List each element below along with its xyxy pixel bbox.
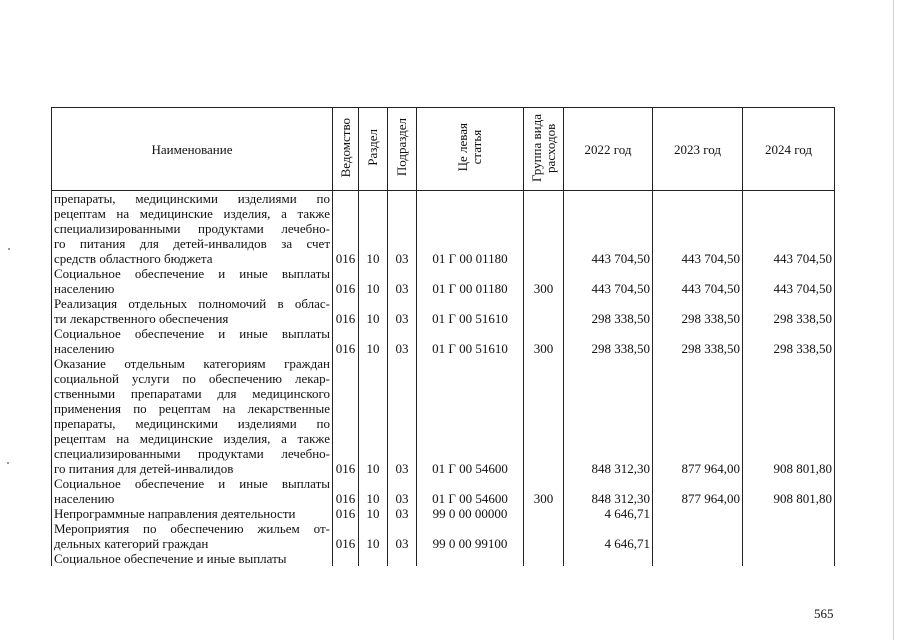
cell-celevaya-statya-value: 01 Г 00 01180 [432, 281, 508, 296]
cell-vedomstvo [333, 551, 359, 566]
cell-year-2024 [743, 191, 835, 267]
row-name [52, 296, 333, 326]
row-name [52, 266, 333, 296]
page-number: 565 [814, 606, 834, 621]
cell-year-2023-value: 877 964,00 [681, 461, 740, 476]
table-row [52, 356, 835, 476]
cell-celevaya-statya-value: 01 Г 00 51610 [432, 341, 508, 356]
table-row [52, 326, 835, 356]
cell-celevaya-statya-value: 99 0 00 99100 [432, 536, 508, 551]
cell-year-2024-value: 298 338,50 [773, 311, 832, 326]
cell-year-2022 [564, 551, 653, 566]
cell-year-2022-value: 848 312,30 [591, 461, 650, 476]
cell-year-2022 [564, 521, 653, 551]
header-celevaya-statya: Це левая статья [417, 108, 524, 191]
cell-year-2023 [653, 476, 743, 506]
cell-podrazdel [388, 521, 417, 551]
cell-podrazdel-value: 03 [395, 341, 409, 356]
cell-gruppa-rashodov-value: 300 [533, 491, 554, 506]
cell-year-2024-value: 298 338,50 [773, 341, 832, 356]
cell-razdel [359, 476, 388, 506]
cell-year-2022-value: 848 312,30 [591, 491, 650, 506]
cell-podrazdel-value: 03 [395, 536, 409, 551]
cell-year-2023 [653, 266, 743, 296]
row-name-line: дельных категорий граждан [54, 536, 209, 551]
row-name-line: Непрограммные направления деятельности [54, 506, 296, 521]
cell-celevaya-statya [417, 506, 524, 521]
cell-year-2024-value: 908 801,80 [773, 461, 832, 476]
header-razdel: Раздел [359, 108, 388, 191]
cell-vedomstvo [333, 521, 359, 551]
table-row [52, 191, 835, 267]
cell-razdel-value: 10 [366, 536, 380, 551]
cell-celevaya-statya [417, 476, 524, 506]
row-name [52, 521, 333, 551]
cell-razdel-value: 10 [366, 341, 380, 356]
cell-year-2022 [564, 326, 653, 356]
cell-razdel-value: 10 [366, 491, 380, 506]
cell-gruppa-rashodov [524, 476, 564, 506]
cell-year-2023 [653, 191, 743, 267]
cell-vedomstvo-value: 016 [335, 461, 356, 476]
cell-celevaya-statya [417, 356, 524, 476]
cell-year-2022-value: 298 338,50 [591, 341, 650, 356]
cell-year-2024 [743, 506, 835, 521]
cell-year-2022-value: 4 646,71 [604, 536, 650, 551]
row-name-line: Социальное обеспечение и иные выплаты [54, 551, 287, 566]
cell-gruppa-rashodov [524, 326, 564, 356]
cell-year-2022-value: 4 646,71 [604, 506, 650, 521]
row-name [52, 326, 333, 356]
row-name-line: препараты, медицинскими изделиями по [54, 416, 330, 431]
cell-year-2023 [653, 551, 743, 566]
cell-year-2022-value: 443 704,50 [591, 281, 650, 296]
cell-year-2024 [743, 296, 835, 326]
table-row [52, 266, 835, 296]
cell-gruppa-rashodov [524, 551, 564, 566]
row-name-line: населению [54, 341, 115, 356]
cell-razdel [359, 356, 388, 476]
cell-gruppa-rashodov [524, 521, 564, 551]
cell-vedomstvo-value: 016 [335, 536, 356, 551]
row-name [52, 551, 333, 566]
cell-vedomstvo-value: 016 [335, 251, 356, 266]
cell-celevaya-statya-value: 01 Г 00 01180 [432, 251, 508, 266]
cell-podrazdel [388, 506, 417, 521]
cell-year-2024 [743, 266, 835, 296]
row-name-line: ти лекарственного обеспечения [54, 311, 229, 326]
row-name-line: рецептам на медицинские изделия, а также [54, 206, 330, 221]
page-edge-line [893, 0, 894, 640]
table-header-row [52, 108, 835, 191]
row-name-line: населению [54, 491, 115, 506]
cell-celevaya-statya-value: 01 Г 00 54600 [432, 461, 508, 476]
row-name-line: социальной услуги по обеспечению лекар- [54, 371, 330, 386]
header-year-2023: 2023 год [653, 108, 743, 191]
header-gruppa-rashodov: Группа вида расходов [524, 108, 564, 191]
cell-podrazdel-value: 03 [395, 506, 409, 521]
cell-year-2022 [564, 506, 653, 521]
cell-razdel [359, 191, 388, 267]
row-name-line: Социальное обеспечение и иные выплаты [54, 266, 330, 281]
cell-gruppa-rashodov [524, 296, 564, 326]
cell-year-2023-value: 298 338,50 [681, 341, 740, 356]
cell-celevaya-statya [417, 521, 524, 551]
cell-podrazdel-value: 03 [395, 461, 409, 476]
cell-gruppa-rashodov [524, 356, 564, 476]
table-row [52, 506, 835, 521]
row-name [52, 356, 333, 476]
cell-celevaya-statya [417, 266, 524, 296]
cell-vedomstvo [333, 476, 359, 506]
cell-year-2023 [653, 506, 743, 521]
cell-vedomstvo [333, 266, 359, 296]
cell-celevaya-statya [417, 191, 524, 267]
cell-year-2023 [653, 296, 743, 326]
cell-vedomstvo-value: 016 [335, 506, 356, 521]
cell-year-2024 [743, 521, 835, 551]
row-name-line: го питания для детей-инвалидов за счет [54, 236, 330, 251]
row-name-line: рецептам на медицинские изделия, а также [54, 431, 330, 446]
row-name [52, 506, 333, 521]
cell-podrazdel [388, 356, 417, 476]
cell-year-2023 [653, 326, 743, 356]
cell-vedomstvo [333, 356, 359, 476]
row-name-line: ственными препаратами для медицинского [54, 386, 330, 401]
cell-celevaya-statya-value: 01 Г 00 51610 [432, 311, 508, 326]
row-name-line: средств областного бюджета [54, 251, 213, 266]
cell-vedomstvo-value: 016 [335, 491, 356, 506]
cell-year-2024 [743, 326, 835, 356]
row-name-line: Социальное обеспечение и иные выплаты [54, 476, 330, 491]
row-name-line: препараты, медицинскими изделиями по [54, 191, 330, 206]
table-row [52, 521, 835, 551]
cell-year-2023-value: 298 338,50 [681, 311, 740, 326]
cell-razdel [359, 551, 388, 566]
row-name [52, 476, 333, 506]
cell-razdel [359, 266, 388, 296]
cell-razdel-value: 10 [366, 281, 380, 296]
cell-podrazdel [388, 326, 417, 356]
header-name: Наименование [52, 108, 333, 191]
header-vedomstvo: Ведомство [333, 108, 359, 191]
cell-razdel [359, 326, 388, 356]
cell-razdel-value: 10 [366, 251, 380, 266]
cell-celevaya-statya-value: 01 Г 00 54600 [432, 491, 508, 506]
cell-razdel-value: 10 [366, 506, 380, 521]
cell-gruppa-rashodov-value: 300 [533, 281, 554, 296]
row-name-line: Оказание отдельным категориям граждан [54, 356, 330, 371]
cell-year-2023-value: 443 704,50 [681, 251, 740, 266]
cell-vedomstvo [333, 191, 359, 267]
cell-podrazdel-value: 03 [395, 491, 409, 506]
cell-year-2022 [564, 356, 653, 476]
cell-podrazdel [388, 266, 417, 296]
cell-vedomstvo-value: 016 [335, 341, 356, 356]
cell-podrazdel [388, 296, 417, 326]
cell-podrazdel-value: 03 [395, 281, 409, 296]
table-row [52, 296, 835, 326]
cell-year-2024-value: 908 801,80 [773, 491, 832, 506]
cell-razdel [359, 296, 388, 326]
cell-year-2022 [564, 296, 653, 326]
header-podrazdel: Подраздел [388, 108, 417, 191]
row-name-line: го питания для детей-инвалидов [54, 461, 234, 476]
scan-speck [7, 462, 9, 464]
cell-podrazdel-value: 03 [395, 251, 409, 266]
cell-gruppa-rashodov [524, 191, 564, 267]
cell-vedomstvo [333, 296, 359, 326]
row-name-line: Социальное обеспечение и иные выплаты [54, 326, 330, 341]
cell-gruppa-rashodov [524, 506, 564, 521]
cell-podrazdel [388, 191, 417, 267]
row-name-line: специализированными продуктами лечебно- [54, 446, 330, 461]
cell-podrazdel [388, 476, 417, 506]
cell-celevaya-statya-value: 99 0 00 00000 [432, 506, 508, 521]
cell-year-2022 [564, 476, 653, 506]
cell-year-2023 [653, 356, 743, 476]
cell-podrazdel-value: 03 [395, 311, 409, 326]
cell-razdel-value: 10 [366, 311, 380, 326]
header-year-2022: 2022 год [564, 108, 653, 191]
cell-celevaya-statya [417, 551, 524, 566]
cell-year-2022 [564, 266, 653, 296]
cell-year-2024-value: 443 704,50 [773, 251, 832, 266]
table-body [52, 191, 835, 567]
cell-razdel-value: 10 [366, 461, 380, 476]
cell-vedomstvo-value: 016 [335, 311, 356, 326]
cell-year-2023 [653, 521, 743, 551]
scan-speck [8, 248, 10, 250]
cell-celevaya-statya [417, 326, 524, 356]
row-name [52, 191, 333, 267]
cell-vedomstvo-value: 016 [335, 281, 356, 296]
cell-year-2022 [564, 191, 653, 267]
cell-year-2023-value: 443 704,50 [681, 281, 740, 296]
table-row [52, 476, 835, 506]
cell-podrazdel [388, 551, 417, 566]
cell-year-2022-value: 443 704,50 [591, 251, 650, 266]
cell-year-2024-value: 443 704,50 [773, 281, 832, 296]
cell-year-2024 [743, 356, 835, 476]
row-name-line: населению [54, 281, 115, 296]
cell-vedomstvo [333, 506, 359, 521]
row-name-line: применения по рецептам на лекарственные [54, 401, 330, 416]
cell-gruppa-rashodov [524, 266, 564, 296]
cell-year-2024 [743, 476, 835, 506]
table-row [52, 551, 835, 566]
cell-razdel [359, 506, 388, 521]
cell-year-2023-value: 877 964,00 [681, 491, 740, 506]
cell-vedomstvo [333, 326, 359, 356]
cell-year-2024 [743, 551, 835, 566]
cell-celevaya-statya [417, 296, 524, 326]
row-name-line: Мероприятия по обеспечению жильем от- [54, 521, 330, 536]
header-year-2024: 2024 год [743, 108, 835, 191]
row-name-line: специализированными продуктами лечебно- [54, 221, 330, 236]
cell-gruppa-rashodov-value: 300 [533, 341, 554, 356]
row-name-line: Реализация отдельных полномочий в облас- [54, 296, 330, 311]
cell-year-2022-value: 298 338,50 [591, 311, 650, 326]
budget-table [51, 107, 835, 566]
cell-razdel [359, 521, 388, 551]
